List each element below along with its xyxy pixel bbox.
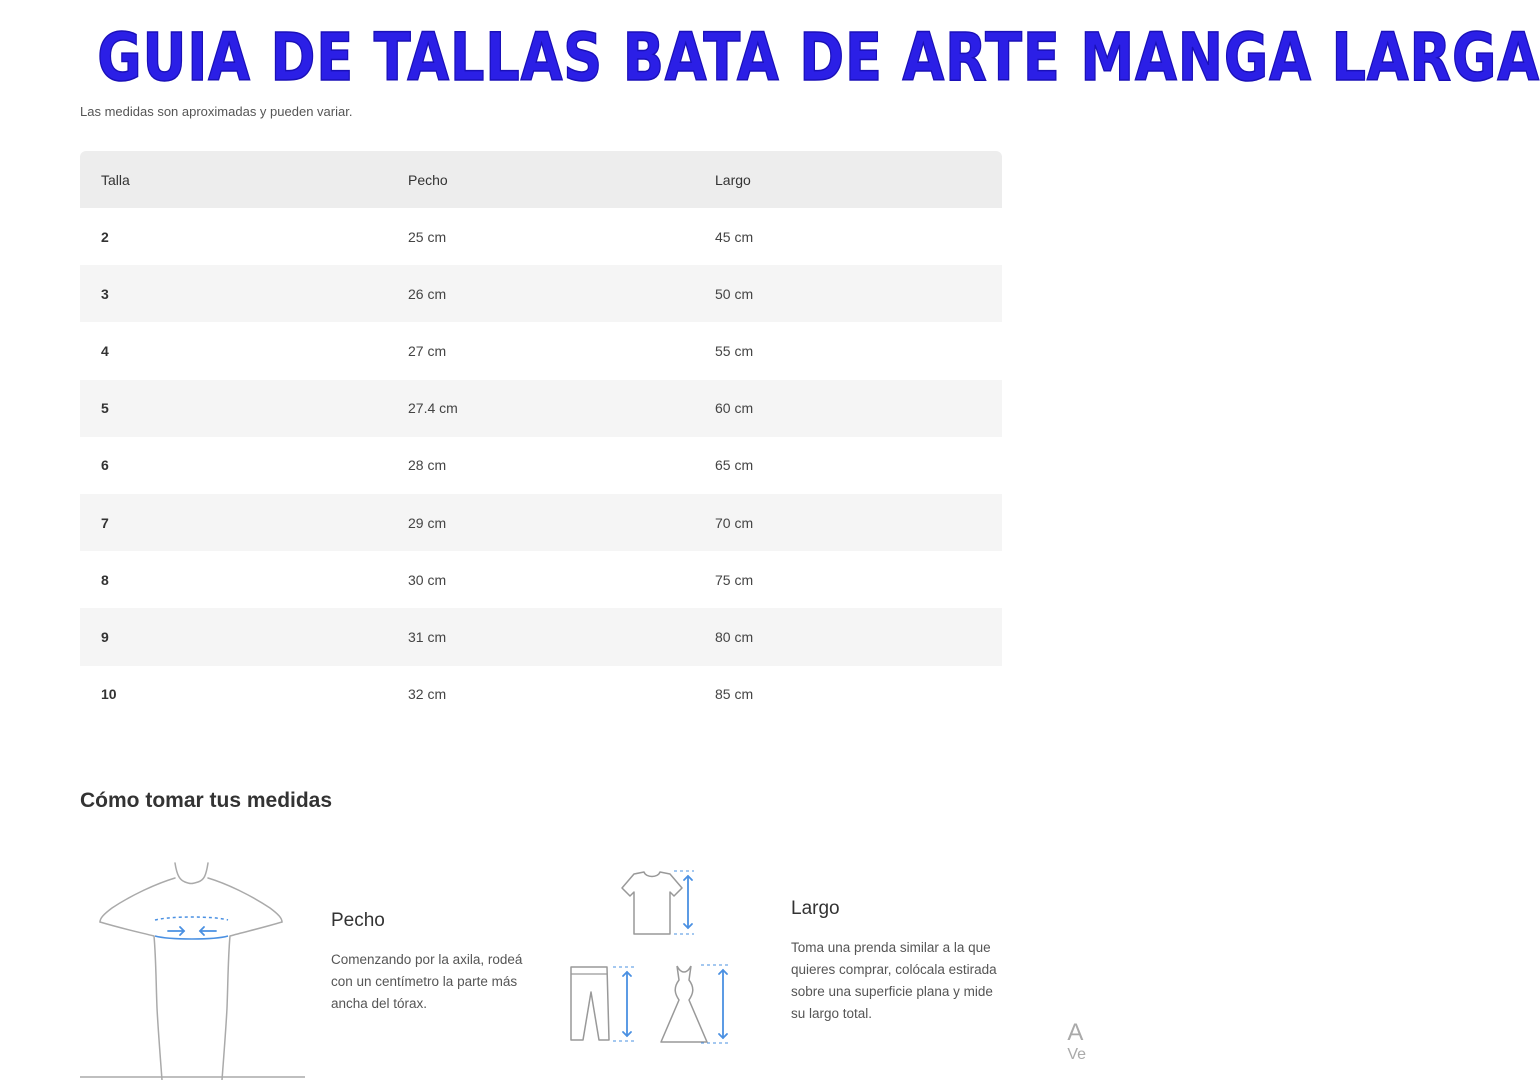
table-row: [80, 494, 1002, 551]
cell-largo: 60 cm: [715, 400, 754, 417]
cell-talla: 7: [101, 514, 109, 531]
cell-largo: 50 cm: [715, 285, 754, 302]
cell-largo: 45 cm: [715, 228, 754, 245]
table-row: [80, 208, 1002, 265]
pecho-title: Pecho: [331, 910, 385, 931]
cell-talla: 3: [101, 285, 109, 302]
body-outline-icon: [80, 858, 305, 1080]
cell-pecho: 30 cm: [408, 571, 447, 588]
pants-icon: [565, 964, 640, 1044]
table-body: [80, 208, 1002, 723]
cell-pecho: 25 cm: [408, 228, 447, 245]
cell-largo: 85 cm: [715, 686, 754, 703]
cell-largo: 55 cm: [715, 342, 754, 359]
table-row: [80, 551, 1002, 608]
howto-heading: Cómo tomar tus medidas: [80, 789, 333, 812]
pecho-text: Comenzando por la axila, rodeá con un centímetro la parte más ancha del tórax.: [331, 952, 523, 1011]
largo-title: Largo: [791, 898, 840, 919]
tshirt-icon: [612, 868, 702, 938]
cell-pecho: 29 cm: [408, 514, 447, 531]
cell-largo: 75 cm: [715, 571, 754, 588]
table-row: [80, 437, 1002, 494]
table-row: [80, 265, 1002, 322]
table-header: [80, 151, 1002, 208]
page-title: GUIA DE TALLAS BATA DE ARTE MANGA LARGA: [97, 19, 1540, 96]
header-largo: Largo: [715, 171, 751, 188]
cell-pecho: 27 cm: [408, 342, 447, 359]
cell-largo: 65 cm: [715, 457, 754, 474]
cell-talla: 4: [101, 342, 109, 359]
cell-pecho: 27.4 cm: [408, 400, 458, 417]
table-row: [80, 608, 1002, 665]
size-table: [80, 151, 1002, 723]
cell-talla: 9: [101, 628, 109, 645]
header-pecho: Pecho: [408, 171, 448, 188]
cell-talla: 10: [101, 686, 117, 703]
cell-talla: 6: [101, 457, 109, 474]
largo-text: Toma una prenda similar a la que quieres comprar, colócala estirada sobre una superficie plana y mide su largo total.: [791, 940, 997, 1021]
page-subtitle: Las medidas son aproximadas y pueden variar.: [80, 104, 353, 119]
watermark-line-2: Ve: [1067, 1046, 1086, 1063]
header-talla: Talla: [101, 171, 130, 188]
cell-talla: 8: [101, 571, 109, 588]
watermark-line-1: A: [1067, 1019, 1084, 1046]
cell-pecho: 26 cm: [408, 285, 447, 302]
cell-pecho: 31 cm: [408, 628, 447, 645]
dress-icon: [655, 962, 735, 1046]
table-row: [80, 380, 1002, 437]
cell-talla: 2: [101, 228, 109, 245]
cell-pecho: 28 cm: [408, 457, 447, 474]
table-row: [80, 322, 1002, 379]
cell-largo: 70 cm: [715, 514, 754, 531]
cell-pecho: 32 cm: [408, 686, 447, 703]
cell-largo: 80 cm: [715, 628, 754, 645]
table-row: [80, 666, 1002, 723]
activation-watermark: [1067, 1019, 1086, 1066]
cell-talla: 5: [101, 400, 109, 417]
